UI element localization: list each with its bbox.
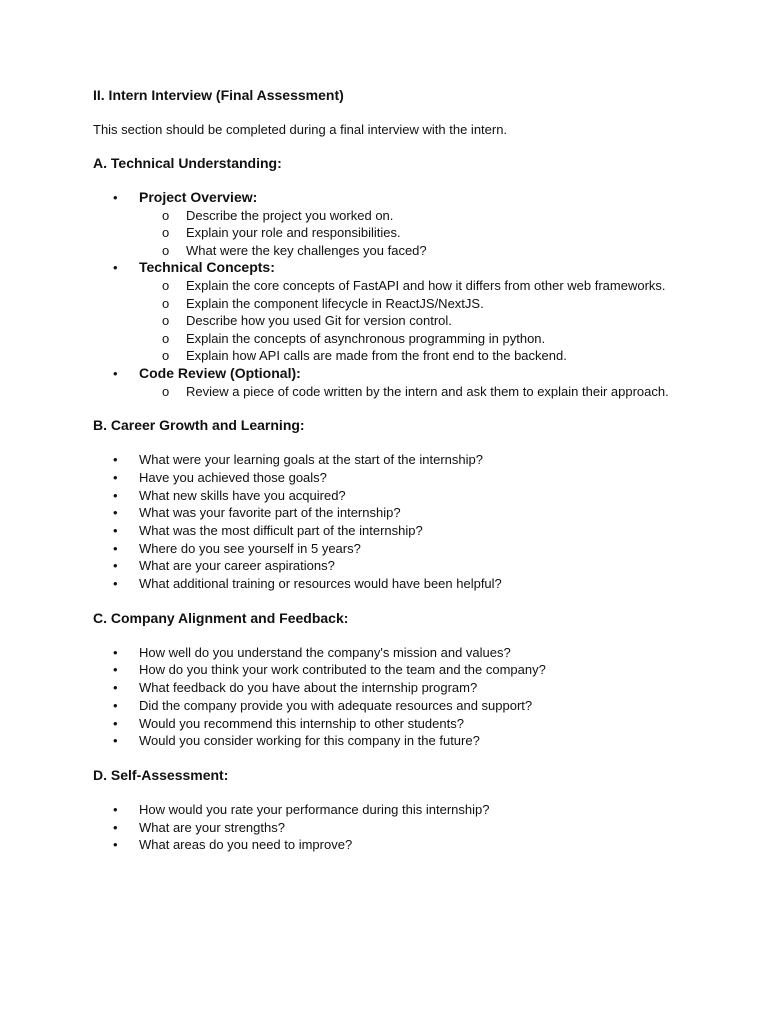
bullet-icon: • (113, 644, 118, 660)
bullet-icon: • (113, 662, 118, 678)
bullet-icon: • (113, 452, 118, 468)
sub-list-item (139, 312, 693, 330)
question-text: What was the most difficult part of the internship? (139, 522, 423, 538)
sub-bullet-icon: o (162, 348, 170, 364)
sub-item-text: Explain the component lifecycle in ReactJS/NextJS. (186, 295, 484, 311)
bullet-icon: • (113, 680, 118, 696)
question-item (93, 557, 693, 575)
document-page (93, 86, 693, 854)
section-d-list (93, 801, 693, 854)
question-text: Would you consider working for this company in the future? (139, 733, 480, 749)
bullet-icon: • (113, 576, 118, 592)
sub-list-item (139, 347, 693, 365)
question-text: Where do you see yourself in 5 years? (139, 540, 361, 556)
section-d-heading: D. Self-Assessment: (93, 766, 229, 783)
sub-bullet-icon: o (162, 330, 170, 346)
sub-item-text: Review a piece of code written by the intern and ask them to explain their approach. (186, 383, 669, 399)
group-label: Technical Concepts: (139, 259, 275, 276)
sub-list-item (139, 277, 693, 295)
question-text: What were your learning goals at the start of the internship? (139, 452, 483, 468)
bullet-icon: • (113, 487, 118, 503)
question-item (93, 732, 693, 750)
sub-bullet-icon: o (162, 313, 170, 329)
document-title: II. Intern Interview (Final Assessment) (93, 87, 344, 103)
bullet-icon: • (113, 733, 118, 749)
question-item (93, 540, 693, 558)
sub-list (139, 207, 693, 260)
sub-list-item (139, 330, 693, 348)
question-text: Did the company provide you with adequate resources and support? (139, 697, 533, 713)
question-text: What are your career aspirations? (139, 558, 335, 574)
section-c-list (93, 644, 693, 750)
question-item (93, 644, 693, 662)
sub-list (139, 277, 693, 365)
question-item (93, 575, 693, 593)
sub-bullet-icon: o (162, 242, 170, 258)
question-text: Would you recommend this internship to other students? (139, 715, 464, 731)
question-item (93, 504, 693, 522)
question-text: How would you rate your performance during this internship? (139, 801, 490, 817)
intro-paragraph: This section should be completed during a final interview with the intern. (93, 122, 508, 137)
group-item (93, 259, 693, 365)
group-label: Code Review (Optional): (139, 364, 301, 381)
sub-list (139, 383, 693, 401)
sub-bullet-icon: o (162, 225, 170, 241)
bullet-icon: • (113, 365, 118, 381)
bullet-icon: • (113, 801, 118, 817)
question-item (93, 836, 693, 854)
question-item (93, 715, 693, 733)
bullet-icon: • (113, 190, 118, 205)
sub-item-text: Describe how you used Git for version control. (186, 313, 452, 329)
bullet-icon: • (113, 837, 118, 853)
bullet-icon: • (113, 540, 118, 556)
sub-list-item (139, 295, 693, 313)
section-b-heading: B. Career Growth and Learning: (93, 417, 305, 434)
question-text: What new skills have you acquired? (139, 487, 346, 503)
sub-list-item (139, 242, 693, 260)
section-a-list (93, 189, 693, 400)
question-text: What was your favorite part of the internship? (139, 505, 401, 521)
question-text: What feedback do you have about the internship program? (139, 680, 478, 696)
section-a-heading: A. Technical Understanding: (93, 155, 282, 171)
sub-bullet-icon: o (162, 383, 170, 399)
sub-item-text: What were the key challenges you faced? (186, 242, 427, 258)
sub-item-text: Explain your role and responsibilities. (186, 225, 401, 241)
sub-bullet-icon: o (162, 277, 170, 293)
sub-item-text: Explain how API calls are made from the front end to the backend. (186, 348, 567, 364)
question-text: How do you think your work contributed to the team and the company? (139, 662, 546, 678)
sub-list-item (139, 383, 693, 401)
sub-item-text: Explain the concepts of asynchronous programming in python. (186, 330, 546, 346)
bullet-icon: • (113, 558, 118, 574)
question-text: Have you achieved those goals? (139, 469, 327, 485)
question-text: What additional training or resources would have been helpful? (139, 576, 502, 592)
sub-list-item (139, 207, 693, 225)
bullet-icon: • (113, 819, 118, 835)
section-c-heading: C. Company Alignment and Feedback: (93, 609, 349, 626)
sub-item-text: Explain the core concepts of FastAPI and how it differs from other web frameworks. (186, 277, 666, 293)
group-label: Project Overview: (139, 189, 258, 205)
question-text: What are your strengths? (139, 819, 285, 835)
group-item (93, 189, 693, 259)
question-item (93, 661, 693, 679)
bullet-icon: • (113, 260, 118, 276)
bullet-icon: • (113, 505, 118, 521)
section-b-list (93, 451, 693, 593)
bullet-icon: • (113, 522, 118, 538)
bullet-icon: • (113, 469, 118, 485)
question-item (93, 697, 693, 715)
question-item (93, 487, 693, 505)
question-item (93, 679, 693, 697)
question-item (93, 522, 693, 540)
sub-bullet-icon: o (162, 207, 170, 223)
question-item (93, 469, 693, 487)
question-item (93, 819, 693, 837)
sub-bullet-icon: o (162, 295, 170, 311)
question-item (93, 451, 693, 469)
group-item (93, 365, 693, 400)
bullet-icon: • (113, 715, 118, 731)
sub-item-text: Describe the project you worked on. (186, 207, 394, 223)
sub-list-item (139, 224, 693, 242)
question-item (93, 801, 693, 819)
bullet-icon: • (113, 697, 118, 713)
question-text: How well do you understand the company's mission and values? (139, 644, 511, 660)
question-text: What areas do you need to improve? (139, 837, 353, 853)
